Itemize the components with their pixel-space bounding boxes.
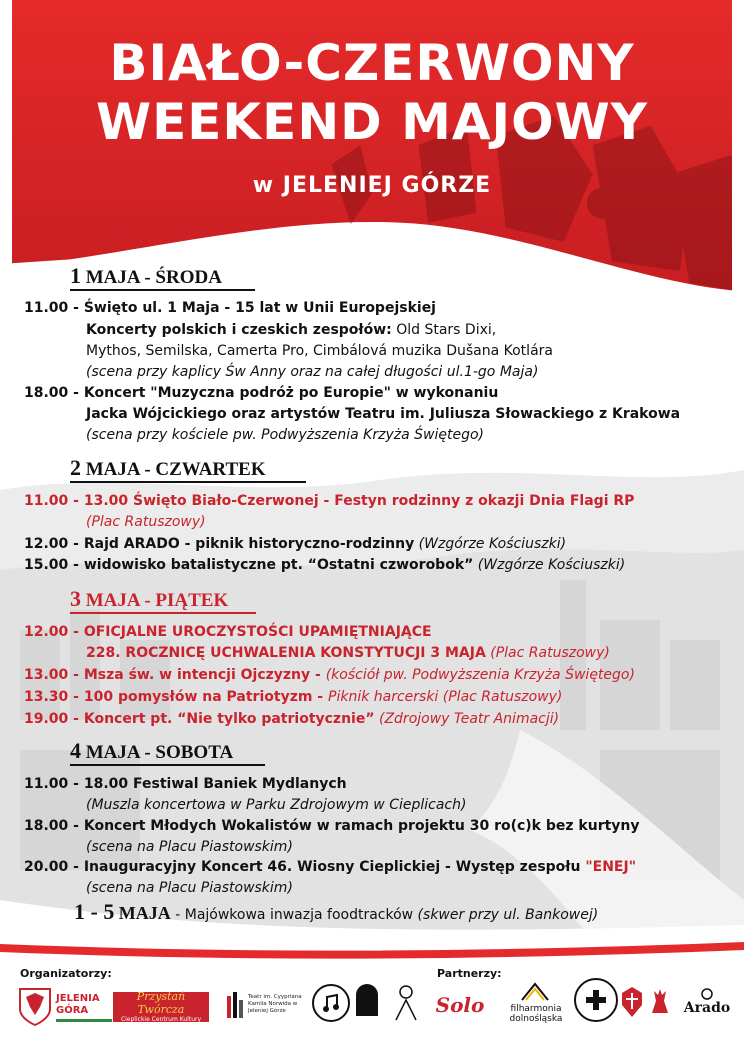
logo-partner-museum bbox=[312, 984, 350, 1022]
day-number: 1 bbox=[70, 263, 81, 288]
day-number: 3 bbox=[70, 586, 81, 611]
logo-arado: Arado bbox=[680, 980, 734, 1024]
event-1-title: 11.00 - Święto ul. 1 Maja - 15 lat w Unii Europejskiej bbox=[24, 300, 436, 316]
cross-emblem-icon bbox=[584, 988, 608, 1012]
event-2-detail: Jacka Wójcickiego oraz artystów Teatru im. Juliusza Słowackiego z Krakowa bbox=[86, 406, 681, 422]
deer-icon bbox=[648, 985, 672, 1019]
day-number: 2 bbox=[70, 455, 81, 480]
event-10-title: 11.00 - 18.00 Festiwal Baniek Mydlanych bbox=[24, 776, 347, 792]
eagle-crest-icon bbox=[18, 987, 52, 1027]
logo-partner-zdrojowy-teatr bbox=[388, 982, 424, 1022]
day-heading-1 bbox=[70, 263, 222, 289]
event-11-place: (scena na Placu Piastowskim) bbox=[86, 839, 293, 855]
event-8: 13.30 - 100 pomysłów na Patriotyzm - Piknik harcerski (Plac Ratuszowy) bbox=[24, 689, 563, 705]
logo-przystan-tworcza: Przystań Twórcza Cieplickie Centrum Kultury bbox=[113, 992, 209, 1022]
music-icon bbox=[321, 993, 341, 1013]
puppet-icon bbox=[388, 982, 424, 1022]
logo-partner-arch bbox=[356, 984, 378, 1016]
scout-badge-icon bbox=[620, 985, 644, 1019]
event-7: 13.00 - Msza św. w intencji Ojczyzny - (kościół pw. Podwyższenia Krzyża Świętego) bbox=[24, 667, 635, 683]
theatre-icon bbox=[226, 992, 244, 1020]
title-subtitle: w JELENIEJ GÓRZE bbox=[252, 173, 492, 198]
day-heading-3 bbox=[70, 586, 228, 612]
event-4: 12.00 - Rajd ARADO - piknik historyczno-rodzinny (Wzgórze Kościuszki) bbox=[24, 536, 567, 552]
logo-zhp bbox=[620, 985, 644, 1019]
event-11-title: 18.00 - Koncert Młodych Wokalistów w ramach projektu 30 ro(c)k bez kurtyny bbox=[24, 818, 640, 834]
logo-jelenia-gora: JELENIA GÓRA bbox=[18, 987, 118, 1027]
title-line-1: BIAŁO-CZERWONY bbox=[109, 34, 635, 92]
logo-solo: Solo bbox=[435, 993, 485, 1017]
day-label: MAJA - CZWARTEK bbox=[85, 459, 266, 480]
day-underline bbox=[70, 289, 255, 291]
event-10-place: (Muszla koncertowa w Parku Zdrojowym w Cieplicach) bbox=[86, 797, 467, 813]
logo-partner-seal bbox=[574, 978, 618, 1022]
footer-stripe bbox=[0, 938, 744, 962]
day-heading-2 bbox=[70, 455, 266, 481]
logo-jelenia-gora-deer bbox=[648, 985, 672, 1019]
event-2-place: (scena przy kościele pw. Podwyższenia Krzyża Świętego) bbox=[86, 427, 484, 443]
filharmonia-mark-icon bbox=[520, 980, 550, 1002]
event-9: 19.00 - Koncert pt. “Nie tylko patriotycznie” (Zdrojowy Teatr Animacji) bbox=[24, 711, 560, 727]
day-heading-4 bbox=[70, 738, 233, 764]
day-label: MAJA - SOBOTA bbox=[85, 742, 234, 763]
event-3-title: 11.00 - 13.00 Święto Biało-Czerwonej - Festyn rodzinny z okazji Dnia Flagi RP bbox=[24, 493, 635, 509]
day-underline bbox=[70, 481, 306, 483]
event-2-title: 18.00 - Koncert "Muzyczna podróż po Europie" w wykonaniu bbox=[24, 385, 499, 401]
title-line-2: WEEKEND MAJOWY bbox=[95, 93, 649, 151]
day-underline bbox=[70, 764, 265, 766]
event-12-title: 20.00 - Inauguracyjny Koncert 46. Wiosny Cieplickiej - Występ zespołu "ENEJ" bbox=[24, 859, 636, 875]
day-label: MAJA - ŚRODA bbox=[85, 267, 222, 288]
event-1-bands: Mythos, Semilska, Camerta Pro, Cimbálová muzika Dušana Kotlára bbox=[86, 343, 553, 359]
day-underline bbox=[70, 612, 256, 614]
logo-filharmonia: filharmonia dolnośląska bbox=[506, 980, 566, 1030]
event-1-detail: Koncerty polskich i czeskich zespołów: Old Stars Dixi, bbox=[86, 322, 497, 338]
day-label: MAJA - PIĄTEK bbox=[85, 590, 229, 611]
event-13: 1 - 5 MAJA - Majówkowa inwazja foodtracków (skwer przy ul. Bankowej) bbox=[74, 899, 599, 924]
event-12-place: (scena na Placu Piastowskim) bbox=[86, 880, 293, 896]
event-6-title: 12.00 - OFICJALNE UROCZYSTOŚCI UPAMIĘTNIAJĄCE bbox=[24, 624, 432, 640]
partners-label: Partnerzy: bbox=[437, 967, 502, 980]
logo-teatr-norwida: Teatr im. Cyypriana Kamila Norwida w Jeleniej Górze bbox=[226, 992, 310, 1022]
event-1-place: (scena przy kaplicy Św Anny oraz na całej długości ul.1-go Maja) bbox=[86, 364, 539, 380]
event-6-detail: 228. ROCZNICĘ UCHWALENIA KONSTYTUCJI 3 MAJA (Plac Ratuszowy) bbox=[86, 645, 610, 661]
organizers-label: Organizatorzy: bbox=[20, 967, 112, 980]
event-3-place: (Plac Ratuszowy) bbox=[86, 514, 206, 530]
arado-emblem-icon bbox=[689, 988, 725, 1000]
event-5: 15.00 - widowisko batalistyczne pt. “Ostatni czworobok” (Wzgórze Kościuszki) bbox=[24, 557, 626, 573]
day-number: 4 bbox=[70, 738, 81, 763]
